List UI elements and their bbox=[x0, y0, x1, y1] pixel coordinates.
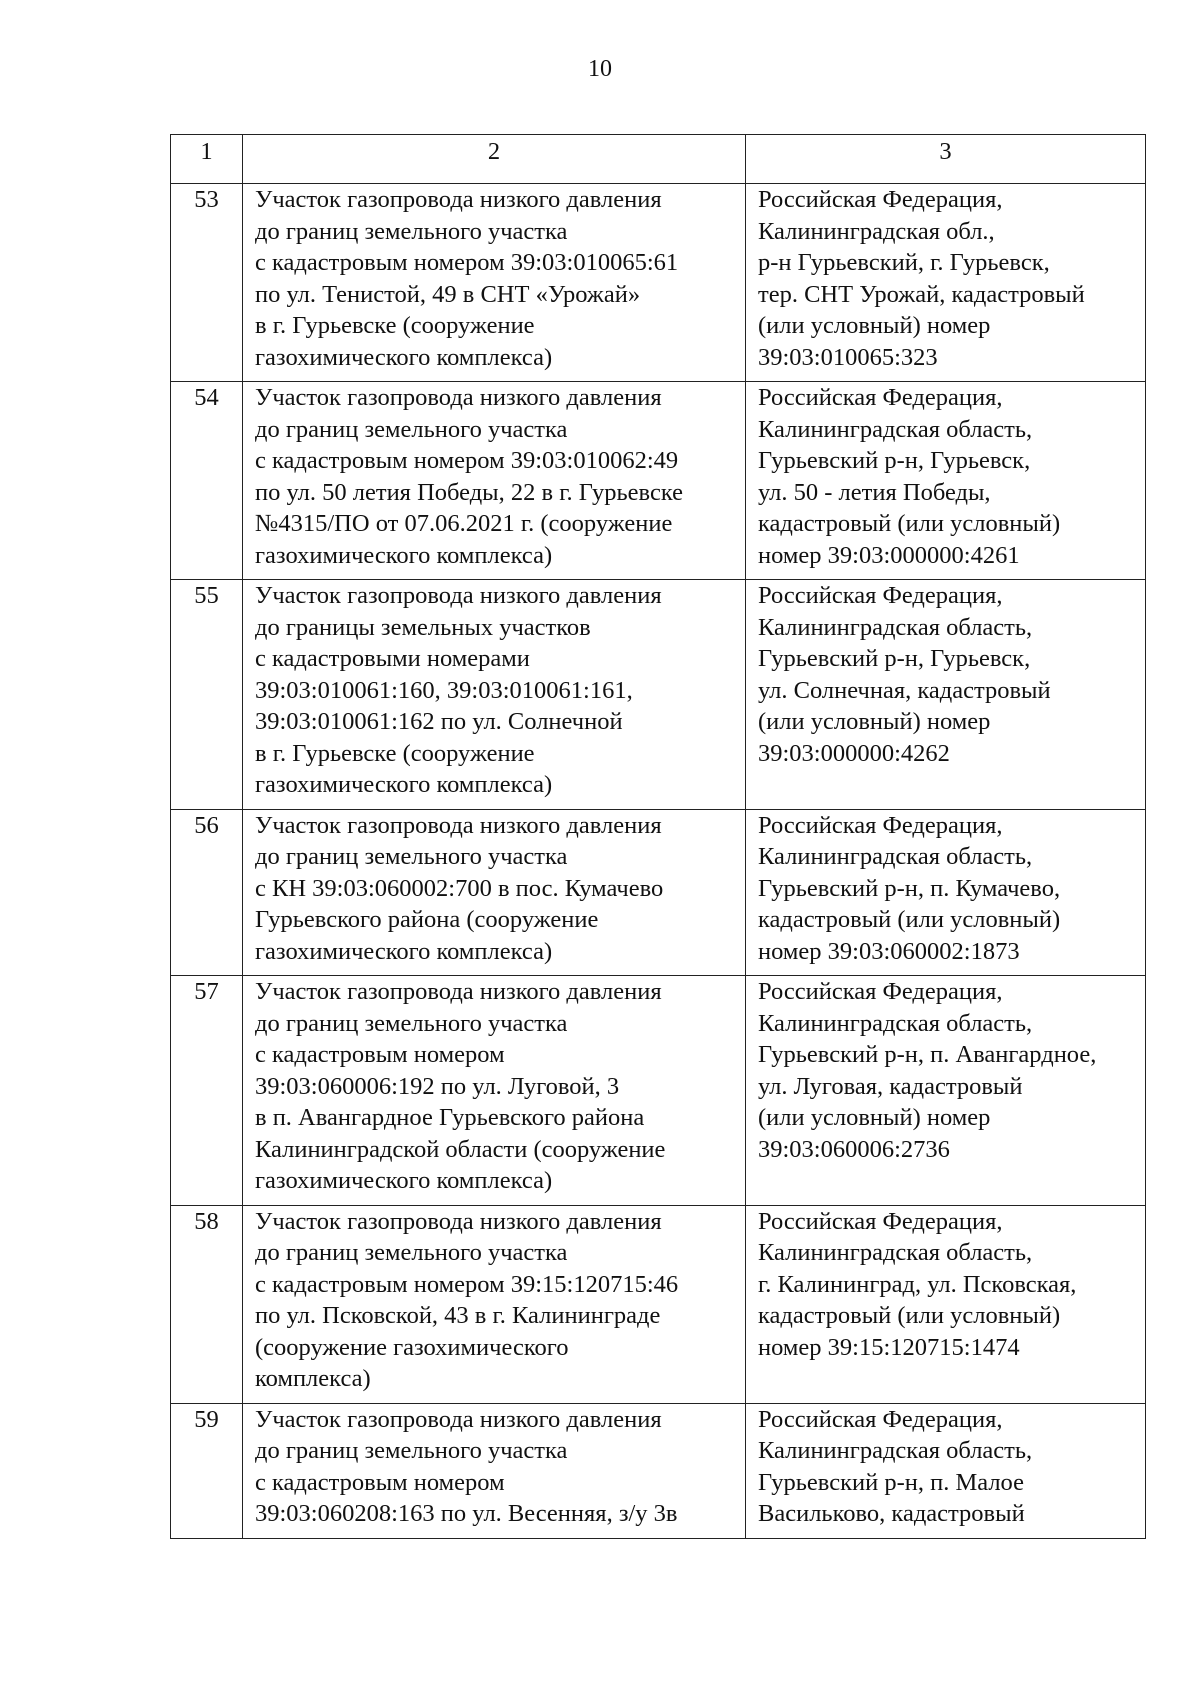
location-line: Российская Федерация, bbox=[758, 1207, 1003, 1235]
column-header-1: 1 bbox=[171, 135, 243, 184]
location-line: (или условный) номер bbox=[758, 312, 991, 339]
location-line: Калининградская область, bbox=[758, 843, 1033, 870]
object-description-line: с кадастровым номером bbox=[255, 1468, 505, 1496]
location-line: Российская Федерация, bbox=[758, 811, 1003, 839]
object-description-cell bbox=[243, 382, 746, 580]
location-line: Калининградская обл., bbox=[758, 217, 995, 245]
object-description-line: с кадастровым номером 39:03:010065:61 bbox=[255, 249, 679, 276]
object-description-line: до границ земельного участка bbox=[255, 1009, 568, 1037]
object-description-line: Участок газопровода низкого давления bbox=[255, 582, 662, 609]
location-line: ул. 50 - летия Победы, bbox=[758, 478, 991, 506]
location-line: Гурьевский р-н, Гурьевск, bbox=[758, 447, 1031, 474]
location-line: 39:03:000000:4262 bbox=[758, 739, 950, 767]
location-line: Российская Федерация, bbox=[758, 582, 1003, 609]
object-description-cell bbox=[243, 580, 746, 810]
object-description-cell bbox=[243, 1403, 746, 1538]
table-row bbox=[171, 1403, 1146, 1538]
column-header-3: 3 bbox=[746, 135, 1146, 184]
object-description-line: газохимического комплекса) bbox=[255, 771, 553, 798]
object-description-line: Участок газопровода низкого давления bbox=[255, 1207, 662, 1235]
location-cell bbox=[746, 809, 1146, 976]
object-description-line: по ул. Псковской, 43 в г. Калининграде bbox=[255, 1302, 661, 1329]
location-line: Российская Федерация, bbox=[758, 978, 1003, 1005]
object-description-line: газохимического комплекса) bbox=[255, 1167, 553, 1194]
location-line: Гурьевский р-н, п. Кумачево, bbox=[758, 874, 1061, 902]
location-line: (или условный) номер bbox=[758, 708, 991, 735]
page-number: 10 bbox=[588, 56, 612, 82]
location-line: 39:03:010065:323 bbox=[758, 343, 938, 371]
location-cell bbox=[746, 580, 1146, 810]
object-description-line: 39:03:060006:192 по ул. Луговой, 3 bbox=[255, 1072, 620, 1100]
object-description-line: 39:03:060208:163 по ул. Весенняя, з/у 3в bbox=[255, 1500, 678, 1527]
location-line: Калининградская область, bbox=[758, 1009, 1033, 1037]
object-description-line: до границ земельного участка bbox=[255, 1437, 568, 1464]
object-description-line: Участок газопровода низкого давления bbox=[255, 811, 662, 839]
object-description-line: газохимического комплекса) bbox=[255, 541, 553, 569]
location-line: Гурьевский р-н, п. Малое bbox=[758, 1468, 1024, 1496]
row-number: 55 bbox=[171, 580, 243, 810]
location-cell bbox=[746, 1205, 1146, 1403]
location-line: Гурьевский р-н, п. Авангардное, bbox=[758, 1041, 1097, 1068]
object-description-line: газохимического комплекса) bbox=[255, 937, 553, 965]
object-description-line: до границы земельных участков bbox=[255, 613, 591, 641]
land-plots-table bbox=[170, 134, 1146, 1539]
location-line: номер 39:03:060002:1873 bbox=[758, 937, 1020, 965]
object-description-line: по ул. Тенистой, 49 в СНТ «Урожай» bbox=[255, 280, 641, 308]
object-description-line: с кадастровым номером 39:03:010062:49 bbox=[255, 447, 679, 474]
object-description-cell bbox=[243, 809, 746, 976]
object-description-line: до границ земельного участка bbox=[255, 415, 568, 443]
object-description-line: с кадастровым номером 39:15:120715:46 bbox=[255, 1270, 679, 1298]
table-body bbox=[171, 184, 1146, 1539]
object-description-cell bbox=[243, 976, 746, 1206]
location-line: Васильково, кадастровый bbox=[758, 1500, 1025, 1527]
table-row bbox=[171, 809, 1146, 976]
location-line: ул. Солнечная, кадастровый bbox=[758, 676, 1051, 704]
location-cell bbox=[746, 1403, 1146, 1538]
location-line: (или условный) номер bbox=[758, 1104, 991, 1131]
location-line: тер. СНТ Урожай, кадастровый bbox=[758, 280, 1085, 308]
object-description-cell bbox=[243, 184, 746, 382]
object-description-line: Участок газопровода низкого давления bbox=[255, 978, 662, 1005]
object-description-line: 39:03:010061:162 по ул. Солнечной bbox=[255, 708, 623, 735]
object-description-line: до границ земельного участка bbox=[255, 217, 568, 245]
table-row bbox=[171, 382, 1146, 580]
location-line: 39:03:060006:2736 bbox=[758, 1135, 950, 1163]
object-description-line: Калининградской области (сооружение bbox=[255, 1135, 666, 1163]
location-line: кадастровый (или условный) bbox=[758, 906, 1061, 933]
object-description-line: (сооружение газохимического bbox=[255, 1333, 569, 1361]
location-line: номер 39:15:120715:1474 bbox=[758, 1333, 1020, 1361]
row-number: 58 bbox=[171, 1205, 243, 1403]
location-line: Российская Федерация, bbox=[758, 1405, 1003, 1433]
object-description-line: в п. Авангардное Гурьевского района bbox=[255, 1104, 645, 1131]
location-line: Калининградская область, bbox=[758, 415, 1033, 443]
location-line: Калининградская область, bbox=[758, 613, 1033, 641]
row-number: 53 bbox=[171, 184, 243, 382]
object-description-line: по ул. 50 летия Победы, 22 в г. Гурьевске bbox=[255, 478, 683, 506]
row-number: 54 bbox=[171, 382, 243, 580]
table-row bbox=[171, 1205, 1146, 1403]
object-description-line: с КН 39:03:060002:700 в пос. Кумачево bbox=[255, 874, 664, 902]
table-row bbox=[171, 976, 1146, 1206]
row-number: 59 bbox=[171, 1403, 243, 1538]
table-row bbox=[171, 580, 1146, 810]
object-description-line: в г. Гурьевске (сооружение bbox=[255, 739, 535, 767]
location-cell bbox=[746, 184, 1146, 382]
location-line: кадастровый (или условный) bbox=[758, 1302, 1061, 1329]
object-description-line: газохимического комплекса) bbox=[255, 343, 553, 371]
object-description-line: Гурьевского района (сооружение bbox=[255, 906, 599, 933]
location-line: р-н Гурьевский, г. Гурьевск, bbox=[758, 249, 1050, 276]
location-line: Калининградская область, bbox=[758, 1437, 1033, 1464]
row-number: 57 bbox=[171, 976, 243, 1206]
location-line: Российская Федерация, bbox=[758, 186, 1003, 213]
object-description-line: №4315/ПО от 07.06.2021 г. (сооружение bbox=[255, 510, 673, 537]
object-description-line: с кадастровым номером bbox=[255, 1041, 505, 1068]
object-description-line: до границ земельного участка bbox=[255, 843, 568, 870]
location-line: кадастровый (или условный) bbox=[758, 510, 1061, 537]
table-row bbox=[171, 184, 1146, 382]
column-header-2: 2 bbox=[243, 135, 746, 184]
location-line: номер 39:03:000000:4261 bbox=[758, 541, 1020, 569]
object-description-line: Участок газопровода низкого давления bbox=[255, 384, 662, 411]
row-number: 56 bbox=[171, 809, 243, 976]
object-description-line: Участок газопровода низкого давления bbox=[255, 1405, 662, 1433]
location-line: ул. Луговая, кадастровый bbox=[758, 1072, 1023, 1100]
object-description-line: Участок газопровода низкого давления bbox=[255, 186, 662, 213]
location-line: Российская Федерация, bbox=[758, 384, 1003, 411]
location-cell bbox=[746, 382, 1146, 580]
object-description-line: в г. Гурьевске (сооружение bbox=[255, 312, 535, 339]
table-header-row bbox=[171, 135, 1146, 184]
object-description-cell bbox=[243, 1205, 746, 1403]
location-line: Калининградская область, bbox=[758, 1239, 1033, 1266]
object-description-line: комплекса) bbox=[255, 1365, 371, 1392]
location-line: Гурьевский р-н, Гурьевск, bbox=[758, 645, 1031, 672]
object-description-line: до границ земельного участка bbox=[255, 1239, 568, 1266]
location-cell bbox=[746, 976, 1146, 1206]
location-line: г. Калининград, ул. Псковская, bbox=[758, 1270, 1077, 1298]
object-description-line: с кадастровыми номерами bbox=[255, 645, 530, 672]
object-description-line: 39:03:010061:160, 39:03:010061:161, bbox=[255, 676, 633, 704]
